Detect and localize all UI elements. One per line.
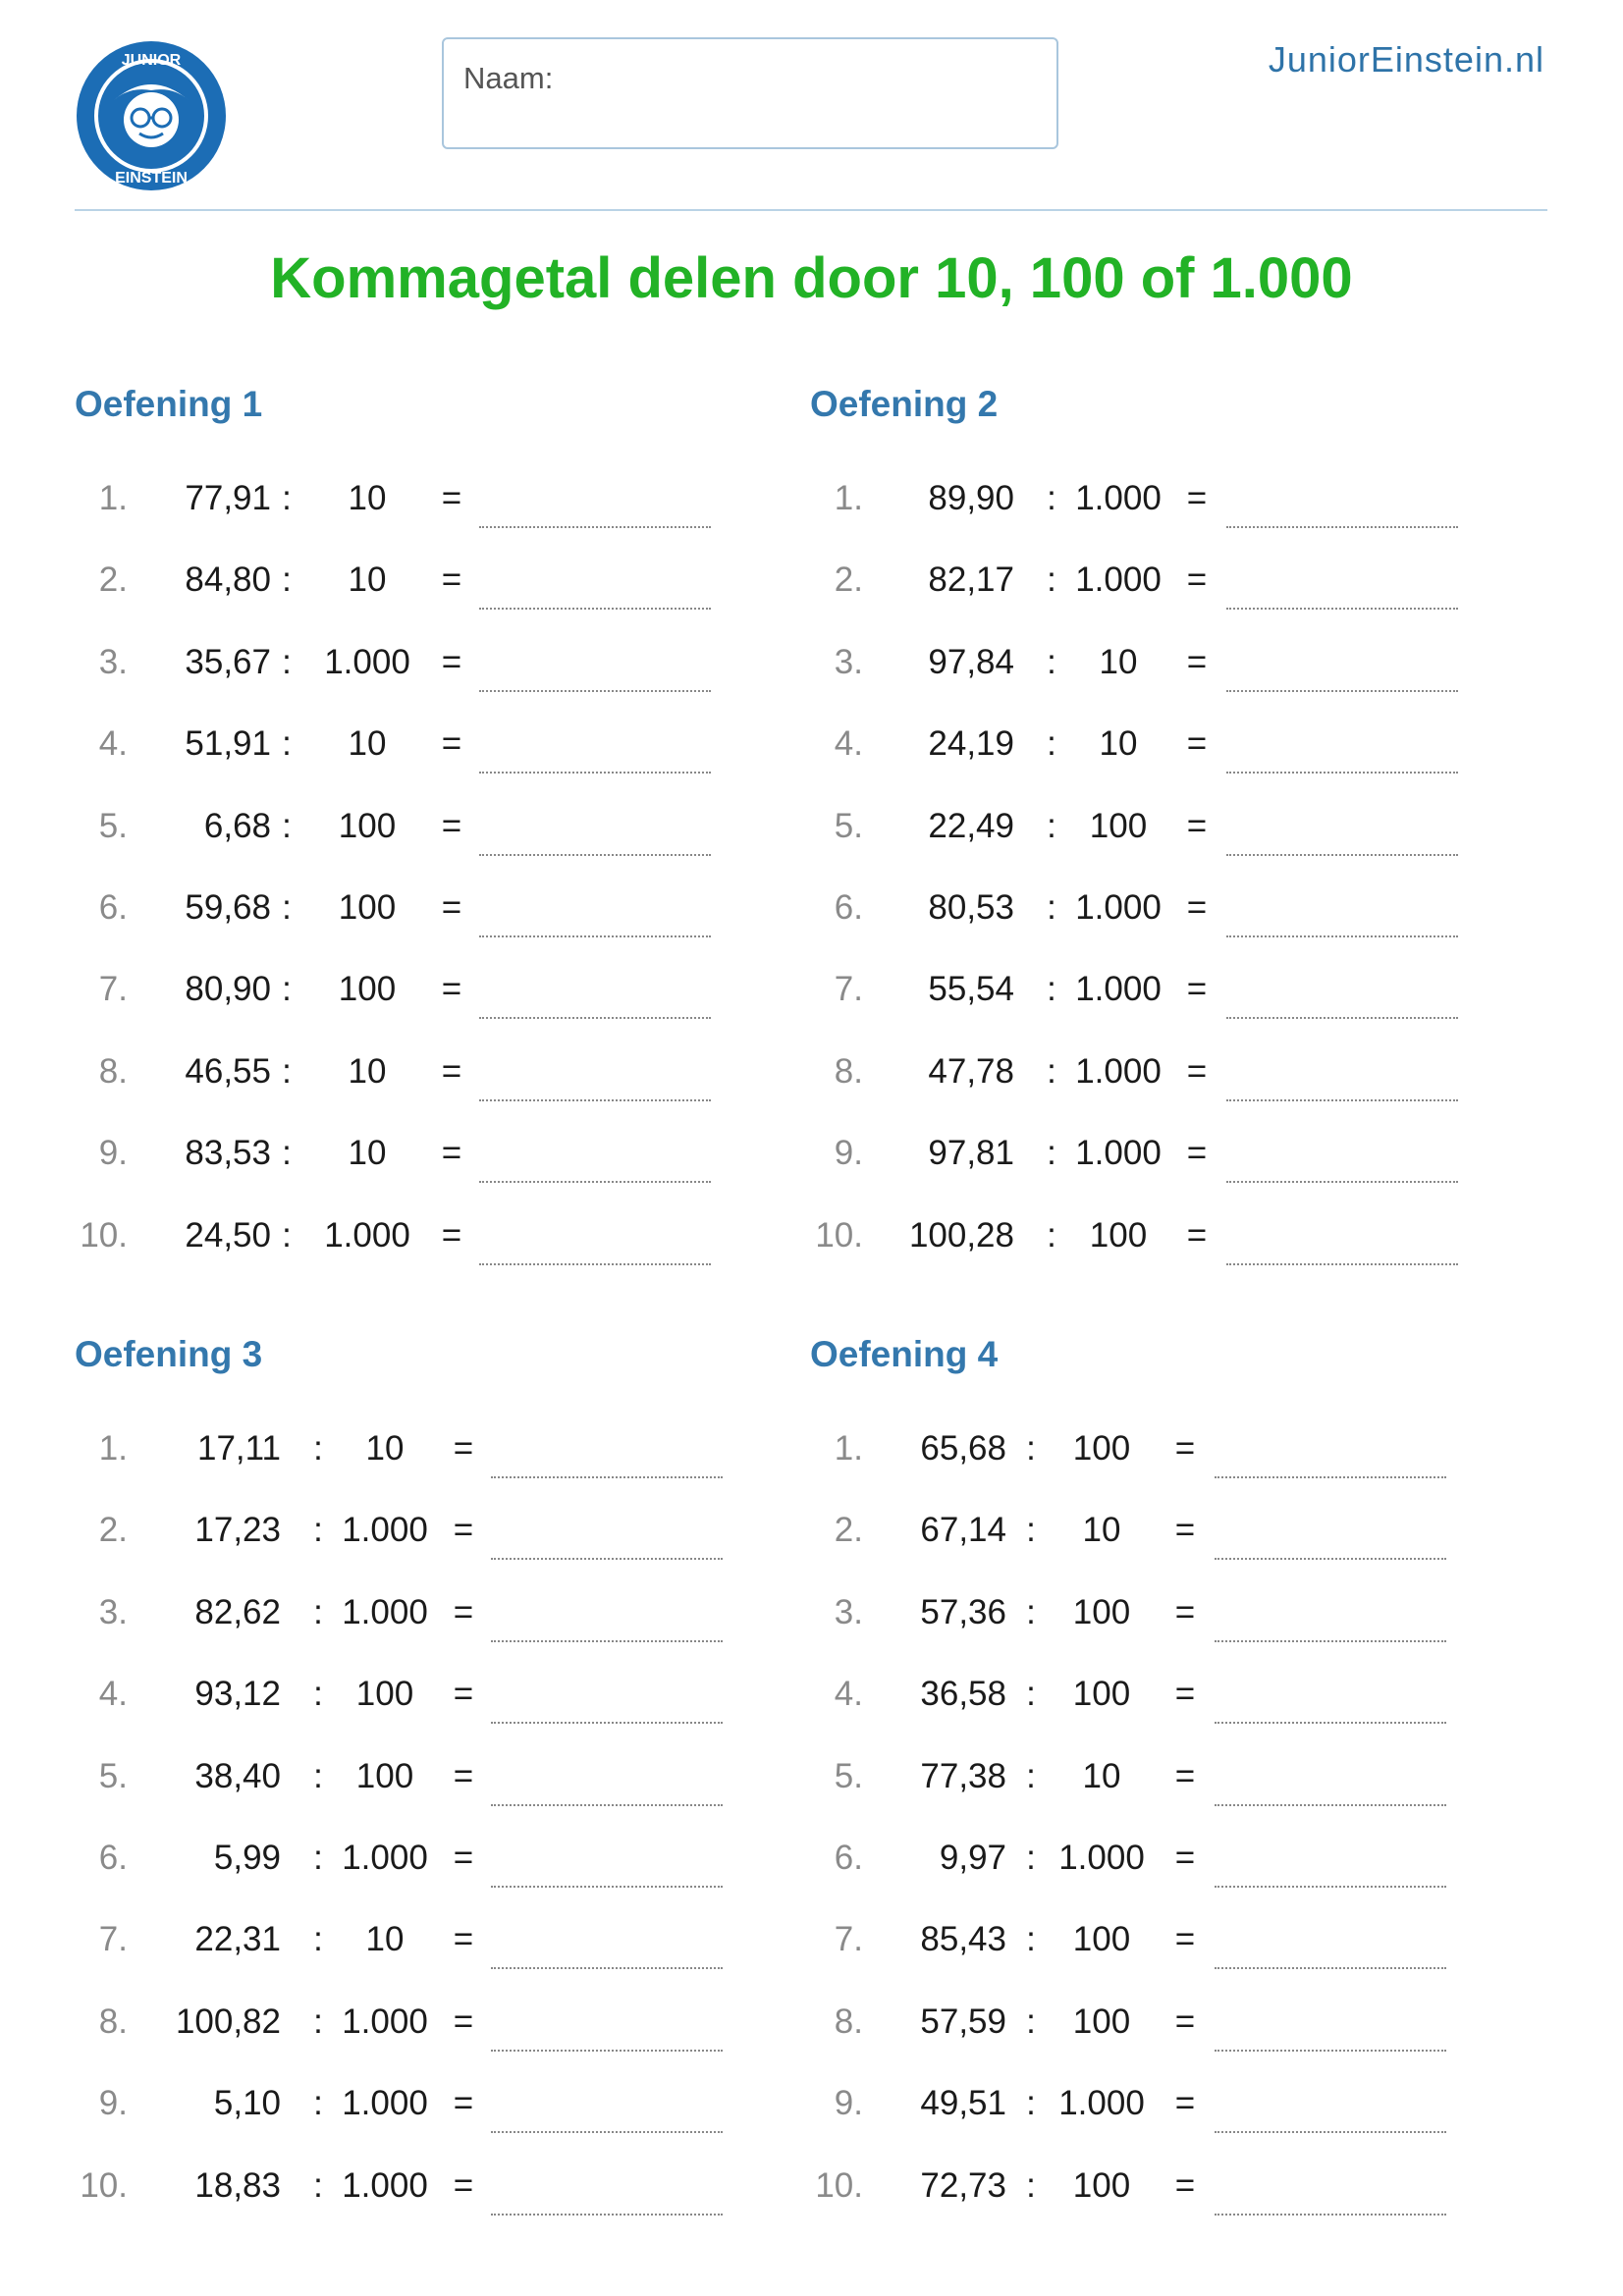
dividend: 80,90 [185, 970, 271, 1009]
divisor: 100 [338, 887, 397, 927]
divisor: 10 [348, 724, 387, 764]
problem-row [810, 1489, 1517, 1571]
divisor: 10 [348, 1134, 387, 1173]
problem-row [75, 1653, 782, 1735]
equals-sign: = [453, 1592, 474, 1631]
problem-row [810, 621, 1517, 703]
dividend: 97,84 [928, 642, 1014, 681]
problem-number: 3. [98, 642, 128, 681]
answer-line[interactable] [1226, 935, 1458, 937]
equals-sign: = [453, 1675, 474, 1714]
equals-sign: = [441, 561, 462, 600]
problem-number: 8. [834, 2002, 863, 2041]
problem-number: 7. [98, 970, 128, 1009]
divide-sign: : [1047, 1051, 1056, 1091]
exercise-title: Oefening 2 [810, 384, 999, 424]
problem-number: 2. [98, 1511, 128, 1550]
divide-sign: : [1047, 479, 1056, 517]
divide-sign: : [313, 2084, 323, 2123]
answer-line[interactable] [1215, 1640, 1446, 1642]
dividend: 57,59 [920, 2002, 1006, 2041]
problem-number: 10. [815, 2165, 863, 2205]
header-divider [75, 209, 1547, 211]
divide-sign: : [1026, 2002, 1036, 2041]
problem-number: 9. [834, 2084, 863, 2123]
answer-line[interactable] [1226, 1181, 1458, 1183]
divisor: 100 [1072, 2002, 1131, 2041]
divisor: 10 [365, 1920, 405, 1959]
problem-number: 8. [98, 1051, 128, 1091]
divisor: 10 [348, 479, 387, 517]
equals-sign: = [1174, 1429, 1196, 1468]
dividend: 89,90 [928, 479, 1014, 517]
answer-line[interactable] [491, 2214, 723, 2216]
answer-line[interactable] [1215, 2050, 1446, 2052]
answer-line[interactable] [1215, 2131, 1446, 2133]
divide-sign: : [282, 479, 292, 517]
problem-row [810, 1572, 1517, 1653]
equals-sign: = [441, 724, 462, 764]
problem-number: 4. [98, 724, 128, 764]
divide-sign: : [1026, 1511, 1036, 1550]
exercise-title: Oefening 3 [75, 1334, 263, 1374]
problem-row [75, 2062, 782, 2144]
problem-number: 6. [98, 1838, 128, 1877]
problem-number: 2. [98, 561, 128, 600]
divide-sign: : [1047, 887, 1056, 927]
divide-sign: : [282, 561, 292, 600]
divisor: 1.000 [342, 2002, 428, 2041]
divisor: 100 [338, 970, 397, 1009]
equals-sign: = [1186, 479, 1208, 517]
problem-number: 7. [98, 1920, 128, 1959]
answer-line[interactable] [479, 526, 711, 528]
equals-sign: = [1186, 970, 1208, 1009]
divisor: 100 [1072, 1429, 1131, 1468]
divide-sign: : [313, 1429, 323, 1468]
answer-line[interactable] [479, 772, 711, 774]
problem-number: 9. [98, 2084, 128, 2123]
dividend: 93,12 [194, 1675, 281, 1714]
problem-row [75, 1031, 782, 1112]
dividend: 82,17 [928, 561, 1014, 600]
equals-sign: = [1174, 2165, 1196, 2205]
problem-number: 1. [98, 479, 128, 517]
problem-number: 10. [80, 1215, 128, 1255]
exercise-3 [75, 1325, 782, 2226]
answer-line[interactable] [479, 1017, 711, 1019]
divide-sign: : [1026, 1592, 1036, 1631]
problem-number: 3. [834, 642, 863, 681]
problem-row [75, 1195, 782, 1276]
answer-line[interactable] [491, 1967, 723, 1969]
dividend: 17,23 [194, 1511, 281, 1550]
problem-row [810, 1195, 1517, 1276]
answer-line[interactable] [1226, 526, 1458, 528]
problem-row [75, 785, 782, 867]
equals-sign: = [1186, 1051, 1208, 1091]
divide-sign: : [1047, 1134, 1056, 1173]
problem-number: 6. [834, 1838, 863, 1877]
dividend: 51,91 [185, 724, 271, 764]
dividend: 67,14 [920, 1511, 1006, 1550]
problem-number: 10. [80, 2165, 128, 2205]
answer-line[interactable] [479, 608, 711, 610]
equals-sign: = [1174, 1756, 1196, 1795]
problem-row [810, 1112, 1517, 1194]
divide-sign: : [1047, 724, 1056, 764]
dividend: 18,83 [194, 2165, 281, 2205]
equals-sign: = [1174, 1675, 1196, 1714]
answer-line[interactable] [1215, 1804, 1446, 1806]
problem-row [810, 867, 1517, 948]
divide-sign: : [282, 970, 292, 1009]
divide-sign: : [313, 1838, 323, 1877]
divide-sign: : [313, 1675, 323, 1714]
answer-line[interactable] [1226, 690, 1458, 692]
answer-line[interactable] [479, 690, 711, 692]
problem-number: 4. [98, 1675, 128, 1714]
logo-text-top: JUNIOR [121, 52, 182, 69]
dividend: 22,31 [194, 1920, 281, 1959]
answer-line[interactable] [1215, 1722, 1446, 1724]
equals-sign: = [453, 2165, 474, 2205]
answer-line[interactable] [479, 935, 711, 937]
problem-number: 4. [834, 1675, 863, 1714]
answer-line[interactable] [491, 1558, 723, 1560]
divisor: 100 [1089, 806, 1148, 845]
divide-sign: : [1047, 561, 1056, 600]
answer-line[interactable] [491, 1886, 723, 1888]
equals-sign: = [441, 642, 462, 681]
divisor: 1.000 [342, 1592, 428, 1631]
divisor: 10 [1082, 1756, 1121, 1795]
problem-row [75, 1981, 782, 2062]
problem-row [75, 2145, 782, 2226]
answer-line[interactable] [491, 1722, 723, 1724]
problem-number: 5. [834, 1756, 863, 1795]
dividend: 59,68 [185, 887, 271, 927]
divisor: 100 [1089, 1215, 1148, 1255]
exercise-title: Oefening 4 [810, 1334, 999, 1374]
dividend: 47,78 [928, 1051, 1014, 1091]
problem-number: 1. [834, 479, 863, 517]
exercise-4 [810, 1325, 1517, 2226]
divide-sign: : [282, 724, 292, 764]
divisor: 10 [1082, 1511, 1121, 1550]
divide-sign: : [282, 1051, 292, 1091]
equals-sign: = [1186, 887, 1208, 927]
problem-number: 6. [98, 887, 128, 927]
problem-row [810, 1817, 1517, 1898]
problem-row [75, 539, 782, 620]
divisor: 100 [1072, 1592, 1131, 1631]
answer-line[interactable] [491, 1476, 723, 1478]
dividend: 5,10 [213, 2084, 281, 2123]
divisor: 1.000 [342, 2084, 428, 2123]
equals-sign: = [1186, 642, 1208, 681]
answer-line[interactable] [1226, 854, 1458, 856]
problem-row [810, 457, 1517, 539]
site-link[interactable]: JuniorEinstein.nl [1268, 39, 1544, 80]
divide-sign: : [1026, 1756, 1036, 1795]
dividend: 65,68 [920, 1429, 1006, 1468]
dividend: 36,58 [920, 1675, 1006, 1714]
problem-number: 7. [834, 970, 863, 1009]
equals-sign: = [1174, 1920, 1196, 1959]
problem-row [75, 1408, 782, 1489]
problem-number: 3. [98, 1592, 128, 1631]
problem-number: 4. [834, 724, 863, 764]
divide-sign: : [1026, 1838, 1036, 1877]
dividend: 100,82 [175, 2002, 281, 2041]
divide-sign: : [313, 1511, 323, 1550]
equals-sign: = [441, 1215, 462, 1255]
problem-number: 1. [98, 1429, 128, 1468]
problem-number: 7. [834, 1920, 863, 1959]
problem-row [810, 1408, 1517, 1489]
divide-sign: : [1047, 806, 1056, 845]
problem-row [75, 1489, 782, 1571]
problem-row [810, 1735, 1517, 1817]
dividend: 55,54 [928, 970, 1014, 1009]
dividend: 97,81 [928, 1134, 1014, 1173]
divide-sign: : [282, 806, 292, 845]
dividend: 84,80 [185, 561, 271, 600]
dividend: 80,53 [928, 887, 1014, 927]
divide-sign: : [1047, 1215, 1056, 1255]
divisor: 1.000 [1075, 970, 1162, 1009]
problem-row [75, 1572, 782, 1653]
dividend: 38,40 [194, 1756, 281, 1795]
divisor: 1.000 [342, 1838, 428, 1877]
equals-sign: = [441, 887, 462, 927]
equals-sign: = [453, 1756, 474, 1795]
equals-sign: = [441, 1134, 462, 1173]
exercise-title: Oefening 1 [75, 384, 263, 424]
page-title: Kommagetal delen door 10, 100 of 1.000 [270, 246, 1353, 310]
divide-sign: : [313, 1756, 323, 1795]
divide-sign: : [313, 1920, 323, 1959]
problem-number: 9. [834, 1134, 863, 1173]
divisor: 1.000 [1075, 1051, 1162, 1091]
dividend: 24,50 [185, 1215, 271, 1255]
problem-row [75, 867, 782, 948]
problem-row [75, 1735, 782, 1817]
answer-line[interactable] [479, 1181, 711, 1183]
equals-sign: = [1174, 1838, 1196, 1877]
dividend: 35,67 [185, 642, 271, 681]
answer-line[interactable] [1226, 772, 1458, 774]
equals-sign: = [1186, 561, 1208, 600]
problem-row [75, 1112, 782, 1194]
answer-line[interactable] [1226, 1263, 1458, 1265]
divide-sign: : [1047, 642, 1056, 681]
divide-sign: : [1026, 2165, 1036, 2205]
problem-number: 5. [98, 806, 128, 845]
divide-sign: : [1047, 970, 1056, 1009]
problem-number: 6. [834, 887, 863, 927]
dividend: 6,68 [203, 806, 271, 845]
dividend: 5,99 [213, 1838, 281, 1877]
answer-line[interactable] [1226, 608, 1458, 610]
name-field[interactable] [442, 37, 1058, 149]
divide-sign: : [313, 2002, 323, 2041]
problem-row [810, 1031, 1517, 1112]
divisor: 1.000 [324, 642, 410, 681]
divide-sign: : [313, 1592, 323, 1631]
equals-sign: = [1174, 1592, 1196, 1631]
divide-sign: : [282, 642, 292, 681]
divisor: 1.000 [1075, 479, 1162, 517]
equals-sign: = [453, 2002, 474, 2041]
problem-number: 2. [834, 1511, 863, 1550]
problem-number: 1. [834, 1429, 863, 1468]
problem-row [810, 1981, 1517, 2062]
equals-sign: = [441, 806, 462, 845]
problem-row [75, 621, 782, 703]
answer-line[interactable] [1226, 1099, 1458, 1101]
equals-sign: = [1186, 1215, 1208, 1255]
problem-number: 8. [834, 1051, 863, 1091]
divisor: 100 [355, 1756, 414, 1795]
divisor: 1.000 [1075, 561, 1162, 600]
divisor: 1.000 [1058, 1838, 1145, 1877]
problem-row [810, 703, 1517, 784]
answer-line[interactable] [1215, 2214, 1446, 2216]
divide-sign: : [282, 1215, 292, 1255]
problem-number: 8. [98, 2002, 128, 2041]
exercise-1 [75, 375, 782, 1276]
dividend: 72,73 [920, 2165, 1006, 2205]
problem-row [75, 457, 782, 539]
divisor: 100 [355, 1675, 414, 1714]
equals-sign: = [453, 1429, 474, 1468]
divide-sign: : [1026, 1429, 1036, 1468]
divisor: 10 [348, 1051, 387, 1091]
problem-row [810, 2145, 1517, 2226]
equals-sign: = [1186, 724, 1208, 764]
equals-sign: = [441, 970, 462, 1009]
equals-sign: = [453, 1920, 474, 1959]
dividend: 85,43 [920, 1920, 1006, 1959]
divisor: 10 [365, 1429, 405, 1468]
equals-sign: = [453, 1838, 474, 1877]
dividend: 57,36 [920, 1592, 1006, 1631]
problem-row [810, 2062, 1517, 2144]
equals-sign: = [1174, 1511, 1196, 1550]
answer-line[interactable] [1215, 1967, 1446, 1969]
divide-sign: : [1026, 1920, 1036, 1959]
dividend: 24,19 [928, 724, 1014, 764]
divisor: 10 [348, 561, 387, 600]
junior-einstein-logo [75, 39, 228, 192]
answer-line[interactable] [1215, 1476, 1446, 1478]
logo-text-bottom: EINSTEIN [115, 170, 188, 187]
dividend: 22,49 [928, 806, 1014, 845]
divisor: 100 [1072, 1920, 1131, 1959]
divisor: 10 [1099, 642, 1138, 681]
divisor: 1.000 [1075, 887, 1162, 927]
answer-line[interactable] [491, 2131, 723, 2133]
divisor: 1.000 [342, 1511, 428, 1550]
equals-sign: = [441, 479, 462, 517]
dividend: 46,55 [185, 1051, 271, 1091]
exercise-2 [810, 375, 1517, 1276]
answer-line[interactable] [491, 1640, 723, 1642]
dividend: 49,51 [920, 2084, 1006, 2123]
problem-row [810, 539, 1517, 620]
equals-sign: = [1174, 2002, 1196, 2041]
divisor: 1.000 [1058, 2084, 1145, 2123]
dividend: 17,11 [197, 1429, 281, 1468]
divide-sign: : [282, 1134, 292, 1173]
problem-row [810, 1898, 1517, 1980]
problem-row [75, 948, 782, 1030]
divide-sign: : [1026, 2084, 1036, 2123]
divide-sign: : [1026, 1675, 1036, 1714]
dividend: 77,38 [920, 1756, 1006, 1795]
answer-line[interactable] [1215, 1886, 1446, 1888]
problem-row [810, 948, 1517, 1030]
problem-number: 2. [834, 561, 863, 600]
dividend: 77,91 [185, 479, 271, 517]
problem-number: 5. [834, 806, 863, 845]
name-label: Naam: [463, 61, 554, 95]
dividend: 83,53 [185, 1134, 271, 1173]
equals-sign: = [453, 2084, 474, 2123]
problem-row [810, 1653, 1517, 1735]
divisor: 10 [1099, 724, 1138, 764]
divisor: 1.000 [1075, 1134, 1162, 1173]
answer-line[interactable] [1215, 1558, 1446, 1560]
dividend: 82,62 [194, 1592, 281, 1631]
answer-line[interactable] [479, 854, 711, 856]
equals-sign: = [453, 1511, 474, 1550]
problem-number: 9. [98, 1134, 128, 1173]
equals-sign: = [441, 1051, 462, 1091]
problem-number: 10. [815, 1215, 863, 1255]
equals-sign: = [1174, 2084, 1196, 2123]
divisor: 100 [1072, 2165, 1131, 2205]
divide-sign: : [313, 2165, 323, 2205]
divide-sign: : [282, 887, 292, 927]
problem-row [75, 703, 782, 784]
answer-line[interactable] [491, 2050, 723, 2052]
answer-line[interactable] [1226, 1017, 1458, 1019]
answer-line[interactable] [479, 1099, 711, 1101]
dividend: 9,97 [939, 1838, 1006, 1877]
answer-line[interactable] [479, 1263, 711, 1265]
equals-sign: = [1186, 806, 1208, 845]
divisor: 1.000 [342, 2165, 428, 2205]
divisor: 100 [338, 806, 397, 845]
dividend: 100,28 [908, 1215, 1014, 1255]
problem-row [75, 1817, 782, 1898]
divisor: 100 [1072, 1675, 1131, 1714]
divisor: 1.000 [324, 1215, 410, 1255]
equals-sign: = [1186, 1134, 1208, 1173]
problem-row [810, 785, 1517, 867]
answer-line[interactable] [491, 1804, 723, 1806]
problem-number: 5. [98, 1756, 128, 1795]
problem-number: 3. [834, 1592, 863, 1631]
problem-row [75, 1898, 782, 1980]
